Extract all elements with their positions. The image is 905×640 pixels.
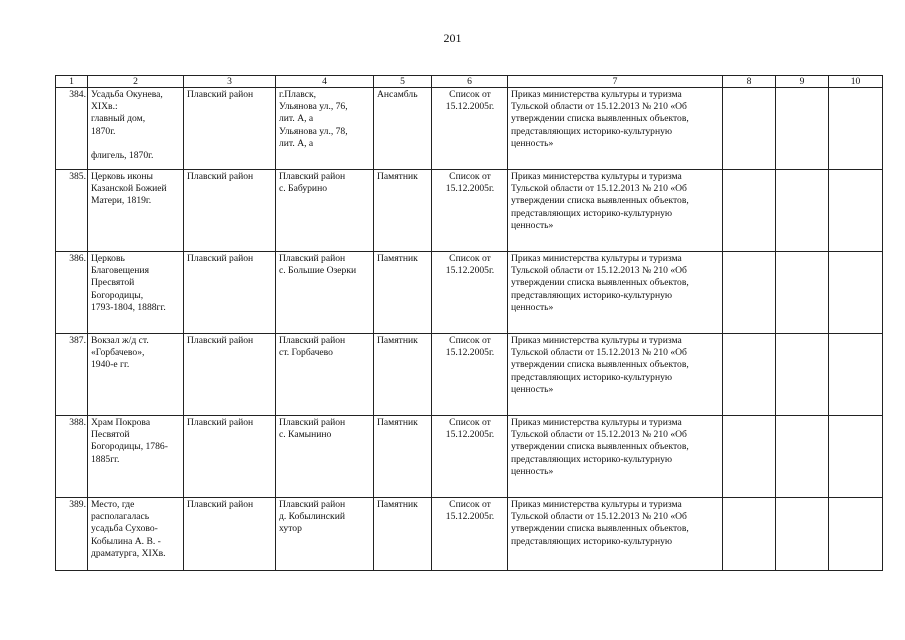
address-cell: г.Плавск, Ульянова ул., 76, лит. А, а Ульянова ул., 78, лит. А, а: [276, 88, 374, 170]
row-number-cell: 384.: [56, 88, 88, 170]
order-reference-cell: Приказ министерства культуры и туризма Тульской области от 15.12.2013 № 210 «Об утверждении списка выявленных объектов, представляющих историко-культурную ценность»: [508, 252, 723, 334]
address-cell: Плавский район с. Камынино: [276, 416, 374, 498]
column-9-cell: [776, 170, 829, 252]
order-reference-cell: Приказ министерства культуры и туризма Тульской области от 15.12.2013 № 210 «Об утверждении списка выявленных объектов, представляющих историко-культурную ценность»: [508, 334, 723, 416]
address-cell: Плавский район ст. Горбачево: [276, 334, 374, 416]
object-type-cell: Памятник: [374, 498, 432, 571]
row-number-cell: 385.: [56, 170, 88, 252]
table-row: [56, 88, 883, 170]
list-date-cell: Список от 15.12.2005г.: [432, 252, 508, 334]
column-header: 4: [276, 76, 374, 88]
object-name-cell: Церковь Благовещения Пресвятой Богородицы, 1793-1804, 1888гг.: [88, 252, 184, 334]
column-9-cell: [776, 334, 829, 416]
column-number-header-row: [56, 76, 883, 88]
row-number-cell: 389.: [56, 498, 88, 571]
column-header: 10: [829, 76, 883, 88]
column-8-cell: [723, 416, 776, 498]
column-header: 3: [184, 76, 276, 88]
object-name-cell: Место, где располагалась усадьба Сухово- Кобылина А. В. - драматурга, XIXв.: [88, 498, 184, 571]
district-cell: Плавский район: [184, 334, 276, 416]
address-cell: Плавский район с. Большие Озерки: [276, 252, 374, 334]
object-name-cell: Усадьба Окунева, XIXв.: главный дом, 1870г. флигель, 1870г.: [88, 88, 184, 170]
page-number: 201: [443, 31, 462, 45]
column-10-cell: [829, 334, 883, 416]
column-10-cell: [829, 170, 883, 252]
column-9-cell: [776, 498, 829, 571]
object-name-cell: Церковь иконы Казанской Божией Матери, 1819г.: [88, 170, 184, 252]
object-type-cell: Ансамбль: [374, 88, 432, 170]
column-10-cell: [829, 88, 883, 170]
object-type-cell: Памятник: [374, 170, 432, 252]
column-header: 7: [508, 76, 723, 88]
order-reference-cell: Приказ министерства культуры и туризма Тульской области от 15.12.2013 № 210 «Об утверждении списка выявленных объектов, представляющих историко-культурную ценность»: [508, 88, 723, 170]
object-type-cell: Памятник: [374, 252, 432, 334]
row-number-cell: 387.: [56, 334, 88, 416]
column-header: 6: [432, 76, 508, 88]
column-10-cell: [829, 416, 883, 498]
list-date-cell: Список от 15.12.2005г.: [432, 498, 508, 571]
order-reference-cell: Приказ министерства культуры и туризма Тульской области от 15.12.2013 № 210 «Об утверждении списка выявленных объектов, представляющих историко-культурную: [508, 498, 723, 571]
column-8-cell: [723, 170, 776, 252]
column-header: 8: [723, 76, 776, 88]
column-header: 5: [374, 76, 432, 88]
district-cell: Плавский район: [184, 170, 276, 252]
table-row: [56, 334, 883, 416]
column-8-cell: [723, 88, 776, 170]
table-row: [56, 498, 883, 571]
column-9-cell: [776, 252, 829, 334]
list-date-cell: Список от 15.12.2005г.: [432, 334, 508, 416]
district-cell: Плавский район: [184, 416, 276, 498]
column-10-cell: [829, 498, 883, 571]
column-9-cell: [776, 88, 829, 170]
address-cell: Плавский район д. Кобылинский хутор: [276, 498, 374, 571]
table-row: [56, 170, 883, 252]
order-reference-cell: Приказ министерства культуры и туризма Тульской области от 15.12.2013 № 210 «Об утверждении списка выявленных объектов, представляющих историко-культурную ценность»: [508, 416, 723, 498]
heritage-objects-table: [55, 75, 883, 571]
column-header: 2: [88, 76, 184, 88]
district-cell: Плавский район: [184, 252, 276, 334]
row-number-cell: 388.: [56, 416, 88, 498]
column-8-cell: [723, 252, 776, 334]
list-date-cell: Список от 15.12.2005г.: [432, 416, 508, 498]
object-type-cell: Памятник: [374, 334, 432, 416]
list-date-cell: Список от 15.12.2005г.: [432, 170, 508, 252]
table-row: [56, 416, 883, 498]
district-cell: Плавский район: [184, 498, 276, 571]
address-cell: Плавский район с. Бабурино: [276, 170, 374, 252]
table-row: [56, 252, 883, 334]
column-8-cell: [723, 498, 776, 571]
column-10-cell: [829, 252, 883, 334]
object-name-cell: Храм Покрова Песвятой Богородицы, 1786- 1885гг.: [88, 416, 184, 498]
object-name-cell: Вокзал ж/д ст. «Горбачево», 1940-е гг.: [88, 334, 184, 416]
column-9-cell: [776, 416, 829, 498]
order-reference-cell: Приказ министерства культуры и туризма Тульской области от 15.12.2013 № 210 «Об утверждении списка выявленных объектов, представляющих историко-культурную ценность»: [508, 170, 723, 252]
column-header: 9: [776, 76, 829, 88]
object-type-cell: Памятник: [374, 416, 432, 498]
list-date-cell: Список от 15.12.2005г.: [432, 88, 508, 170]
district-cell: Плавский район: [184, 88, 276, 170]
column-header: 1: [56, 76, 88, 88]
row-number-cell: 386.: [56, 252, 88, 334]
column-8-cell: [723, 334, 776, 416]
